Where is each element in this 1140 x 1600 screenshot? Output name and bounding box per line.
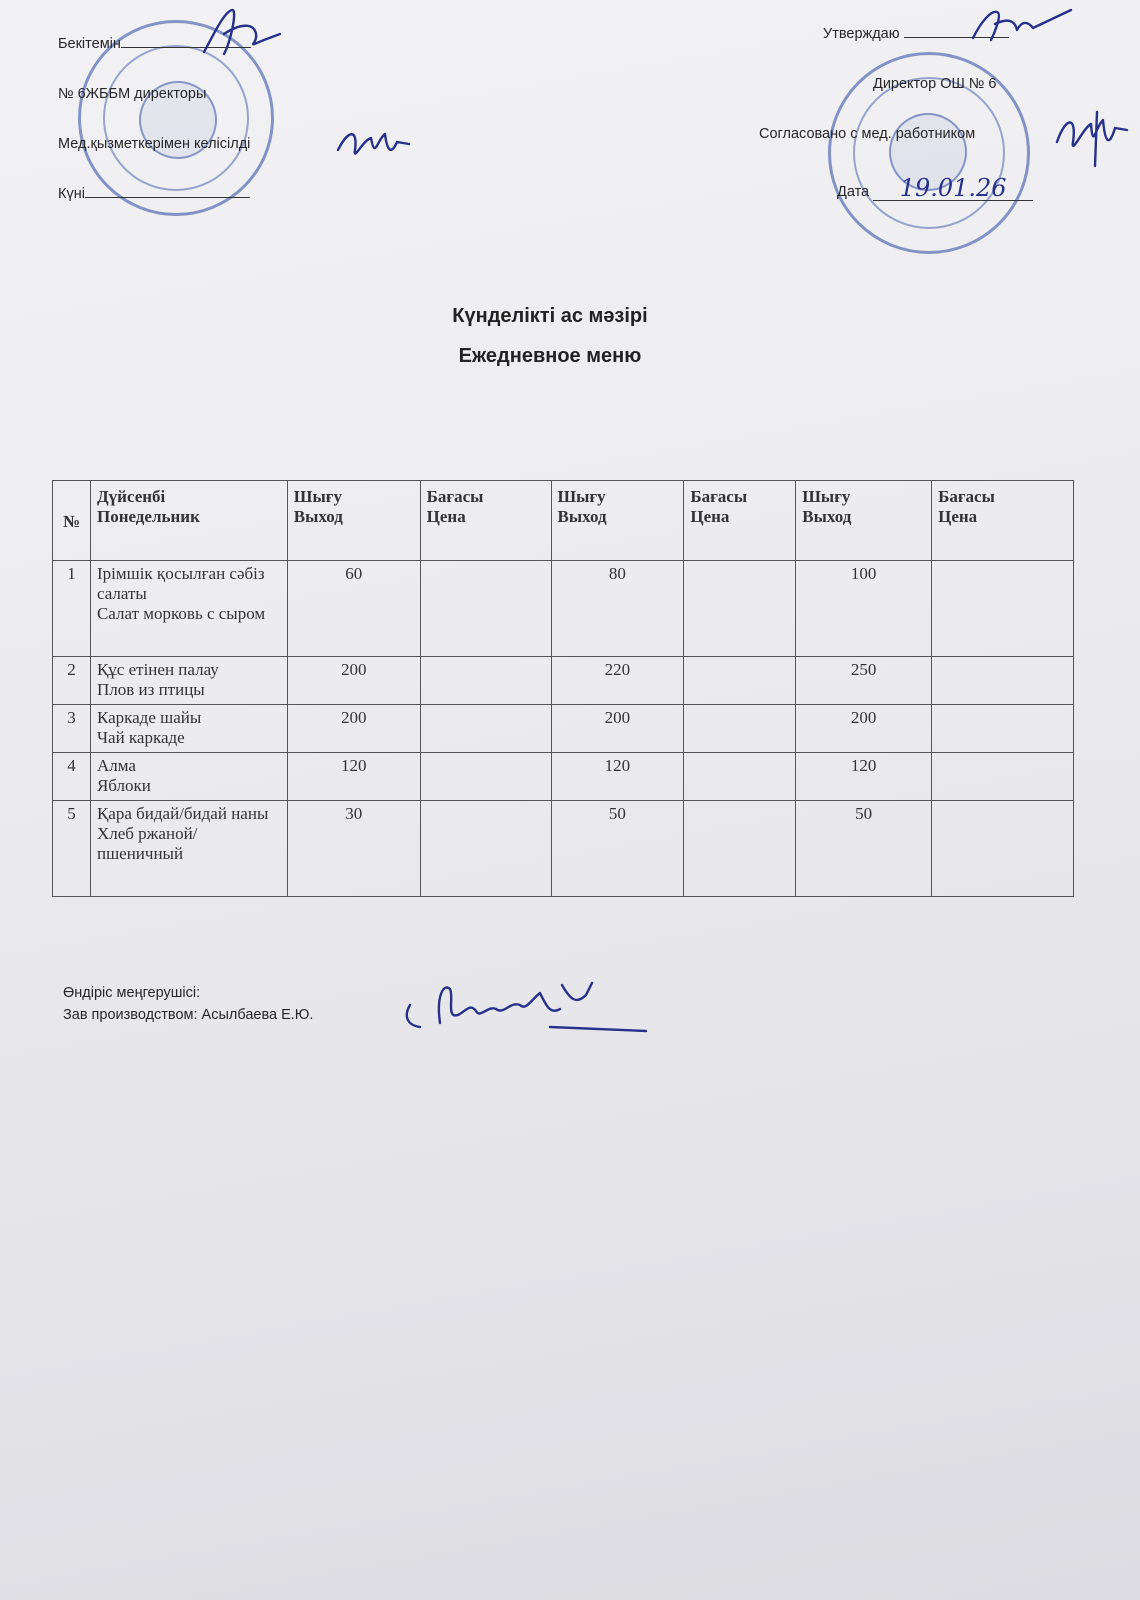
row-number: 3 (53, 705, 91, 753)
director-signature-left (194, 4, 284, 64)
dish-name (90, 657, 287, 705)
approve-kz-label: Бекітемін (58, 36, 121, 52)
output-2: 200 (551, 705, 684, 753)
price-3 (932, 705, 1074, 753)
output-3: 200 (796, 705, 932, 753)
output-3: 50 (796, 801, 932, 897)
header-l1: Дүйсенбі (96, 487, 166, 506)
output-2: 220 (551, 657, 684, 705)
price-2 (684, 705, 796, 753)
price-1 (420, 705, 551, 753)
header-monday (90, 481, 287, 561)
table-row (53, 801, 1074, 897)
dish-name-ru: Плов из птицы (96, 680, 205, 699)
footer-line-ru: Зав производством: Асылбаева Е.Ю. (63, 1007, 314, 1023)
output-1: 200 (287, 705, 420, 753)
price-2 (684, 801, 796, 897)
nurse-signature-left (333, 120, 413, 170)
dish-name (90, 705, 287, 753)
output-2: 50 (551, 801, 684, 897)
price-1 (420, 753, 551, 801)
dish-name-ru: Яблоки (96, 776, 151, 795)
price-2 (684, 753, 796, 801)
date-kz-label: Күні (58, 186, 85, 202)
header-number (53, 481, 91, 561)
dish-name-ru: Хлеб ржаной/пшеничный (96, 824, 198, 863)
dish-name-ru: Чай каркаде (96, 728, 185, 747)
dish-name-kz: Алма (96, 756, 136, 775)
manager-signature (400, 975, 650, 1045)
date-ru-label: Дата (837, 184, 870, 200)
handwritten-date: 19.01.26 (873, 176, 1033, 201)
approval-right-line2: Директор ОШ № 6 (873, 76, 997, 92)
header-l2: Цена (426, 507, 466, 526)
output-2: 80 (551, 561, 684, 657)
date-line (85, 197, 250, 198)
header-number-text: № (62, 512, 81, 531)
header-output-3 (796, 481, 932, 561)
director-signature-right (967, 2, 1077, 47)
header-l1: Шығу (557, 487, 606, 506)
header-l2: Выход (802, 507, 852, 526)
header-l1: Бағасы (690, 487, 748, 506)
menu-table (52, 480, 1074, 897)
price-1 (420, 801, 551, 897)
price-3 (932, 561, 1074, 657)
row-number: 4 (53, 753, 91, 801)
header-output-2 (551, 481, 684, 561)
header-l1: Шығу (802, 487, 851, 506)
header-price-1 (420, 481, 551, 561)
output-3: 120 (796, 753, 932, 801)
table-row (53, 657, 1074, 705)
header-l1: Бағасы (938, 487, 995, 506)
dish-name-ru: Салат морковь с сыром (96, 604, 266, 623)
approval-left-line3: Мед.қызметкерімен келісілді (58, 136, 251, 152)
approval-left-line2: № 6ЖББМ директоры (58, 86, 207, 102)
price-2 (684, 657, 796, 705)
header-l2: Цена (938, 507, 978, 526)
dish-name-kz: Ірімшік қосылған сәбіз салаты (96, 564, 265, 603)
dish-name (90, 801, 287, 897)
header-l1: Бағасы (426, 487, 484, 506)
output-3: 250 (796, 657, 932, 705)
header-l2: Выход (557, 507, 607, 526)
output-1: 200 (287, 657, 420, 705)
dish-name-kz: Қара бидай/бидай наны (96, 804, 269, 823)
page-title-ru: Ежедневное меню (458, 345, 642, 367)
output-1: 30 (287, 801, 420, 897)
price-3 (932, 753, 1074, 801)
footer-line-kz: Өндіріс меңгерушісі: (63, 985, 201, 1001)
price-1 (420, 657, 551, 705)
header-price-3 (932, 481, 1074, 561)
page-title-kz: Күнделікті ас мәзірі (452, 305, 648, 327)
footer (63, 982, 313, 1026)
table-row (53, 753, 1074, 801)
row-number: 5 (53, 801, 91, 897)
price-3 (932, 657, 1074, 705)
table-row (53, 705, 1074, 753)
price-3 (932, 801, 1074, 897)
approval-left-line4 (58, 186, 250, 202)
table-row (53, 561, 1074, 657)
approval-right-line4 (837, 176, 1033, 201)
header-output-1 (287, 481, 420, 561)
table-header-row (53, 481, 1074, 561)
output-2: 120 (551, 753, 684, 801)
dish-name-kz: Құс етінен палау (96, 660, 219, 679)
output-1: 60 (287, 561, 420, 657)
nurse-signature-right (1051, 102, 1131, 172)
header-l1: Шығу (293, 487, 342, 506)
price-2 (684, 561, 796, 657)
header-price-2 (684, 481, 796, 561)
row-number: 2 (53, 657, 91, 705)
dish-name (90, 561, 287, 657)
price-1 (420, 561, 551, 657)
row-number: 1 (53, 561, 91, 657)
output-1: 120 (287, 753, 420, 801)
header-l2: Понедельник (96, 507, 200, 526)
output-3: 100 (796, 561, 932, 657)
approval-right-line3: Согласовано с мед. работником (759, 126, 976, 142)
dish-name-kz: Каркаде шайы (96, 708, 202, 727)
approve-ru-label: Утверждаю (823, 26, 900, 42)
header-l2: Выход (293, 507, 343, 526)
header-l2: Цена (690, 507, 730, 526)
dish-name (90, 753, 287, 801)
